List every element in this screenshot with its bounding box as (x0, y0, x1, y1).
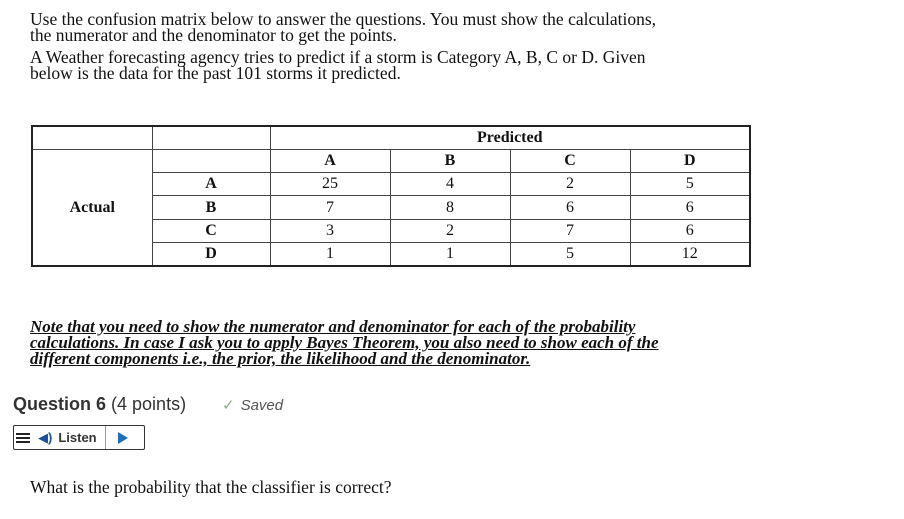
actual-row-d: D (152, 242, 270, 266)
listen-label: Listen (58, 430, 97, 445)
intro-line-3: A Weather forecasting agency tries to predict if a storm is Category A, B, C or D. Given (30, 47, 646, 67)
instructions (30, 11, 790, 87)
divider (105, 426, 106, 449)
cell-c-b: 2 (390, 219, 510, 242)
actual-header: Actual (32, 150, 152, 266)
saved-status (222, 396, 283, 414)
cell-d-d: 12 (630, 242, 750, 266)
question-title: Question 6 (13, 394, 107, 414)
empty-cell (32, 126, 152, 150)
cell-d-a: 1 (270, 242, 390, 266)
pred-col-b: B (390, 150, 510, 173)
cell-b-a: 7 (270, 196, 390, 219)
confusion-matrix-table (31, 125, 751, 267)
intro-line-1: Use the confusion matrix below to answer the questions. You must show the calculations, (30, 9, 657, 29)
actual-row-b: B (152, 196, 270, 219)
predicted-header: Predicted (270, 126, 750, 150)
cell-d-c: 5 (510, 242, 630, 266)
pred-col-c: C (510, 150, 630, 173)
note-line-3: different components i.e., the prior, the likelihood and the denominator. (30, 349, 531, 368)
pred-col-d: D (630, 150, 750, 173)
note-line-2: calculations. In case I ask you to apply Bayes Theorem, you also need to show each of the (30, 333, 659, 352)
cell-a-b: 4 (390, 173, 510, 196)
probability-note (30, 319, 770, 367)
question-header (13, 394, 186, 415)
cell-b-d: 6 (630, 196, 750, 219)
listen-button[interactable] (13, 425, 145, 450)
cell-c-c: 7 (510, 219, 630, 242)
speaker-icon: ◀) (38, 429, 53, 445)
cell-b-b: 8 (390, 196, 510, 219)
empty-cell (152, 150, 270, 173)
actual-row-a: A (152, 173, 270, 196)
cell-a-c: 2 (510, 173, 630, 196)
actual-row-c: C (152, 219, 270, 242)
saved-label: Saved (240, 397, 284, 414)
pred-col-a: A (270, 150, 390, 173)
cell-c-d: 6 (630, 219, 750, 242)
intro-line-4: below is the data for the past 101 storms it predicted. (30, 63, 401, 83)
question-text: What is the probability that the classifier is correct? (30, 477, 392, 497)
intro-line-2: the numerator and the denominator to get the points. (30, 25, 397, 45)
cell-a-a: 25 (270, 173, 390, 196)
checkmark-icon: ✓ (222, 397, 235, 414)
empty-cell (152, 126, 270, 150)
question-points: (4 points) (111, 394, 187, 414)
play-icon[interactable] (118, 432, 128, 444)
note-line-1: Note that you need to show the numerator and denominator for each of the probability (30, 317, 636, 336)
cell-c-a: 3 (270, 219, 390, 242)
menu-icon[interactable] (16, 431, 30, 445)
cell-a-d: 5 (630, 173, 750, 196)
cell-b-c: 6 (510, 196, 630, 219)
cell-d-b: 1 (390, 242, 510, 266)
